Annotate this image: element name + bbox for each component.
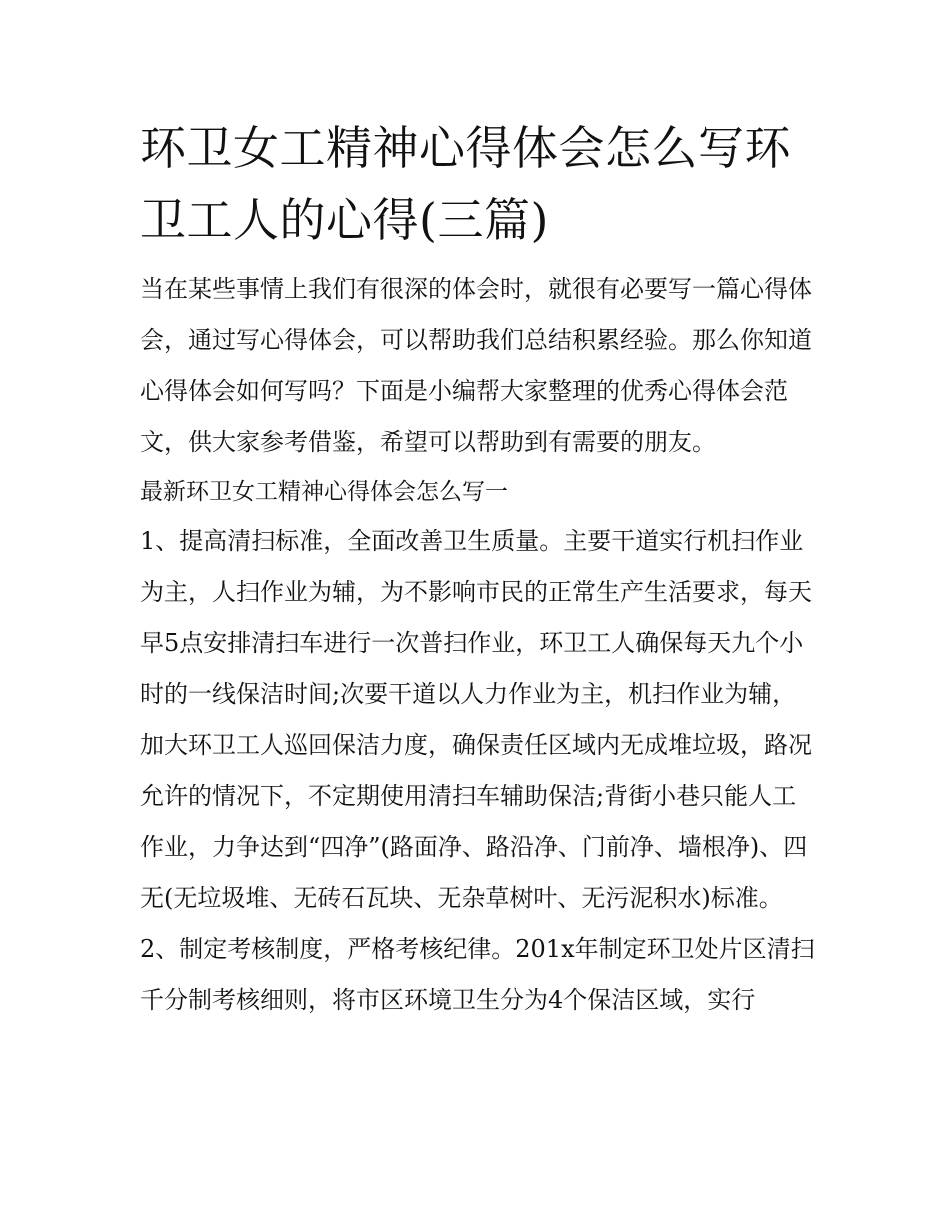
body-paragraph-1: 1、提高清扫标准，全面改善卫生质量。主要干道实行机扫作业为主，人扫作业为辅，为不影响市民的正常生产生活要求，每天早5点安排清扫车进行一次普扫作业，环卫工人确保每天九个小时的一线保洁时间;次要干道以人力作业为主，机扫作业为辅，加大环卫工人巡回保洁力度，确保责任区域内无成堆垃圾，路况允许的情况下，不定期使用清扫车辅助保洁;背街小巷只能人工作业，力争达到“四净”(路面净、路沿净、门前净、墙根净)、四无(无垃圾堆、无砖石瓦块、无杂草树叶、无污泥积水)标准。	[140, 527, 812, 912]
document-title: 环卫女工精神心得体会怎么写环卫工人的心得(三篇)	[140, 121, 791, 247]
section-heading: 最新环卫女工精神心得体会怎么写一	[140, 479, 508, 505]
intro-paragraph: 当在某些事情上我们有很深的体会时，就很有必要写一篇心得体会，通过写心得体会，可以帮助我们总结积累经验。那么你知道心得体会如何写吗？下面是小编帮大家整理的优秀心得体会范文，供大家参考借鉴，希望可以帮助到有需要的朋友。	[140, 275, 812, 456]
body-paragraph-2: 2、制定考核制度，严格考核纪律。201x年制定环卫处片区清扫千分制考核细则，将市区环境卫生分为4个保洁区域，实行	[140, 935, 815, 1014]
document-content	[140, 112, 820, 1026]
